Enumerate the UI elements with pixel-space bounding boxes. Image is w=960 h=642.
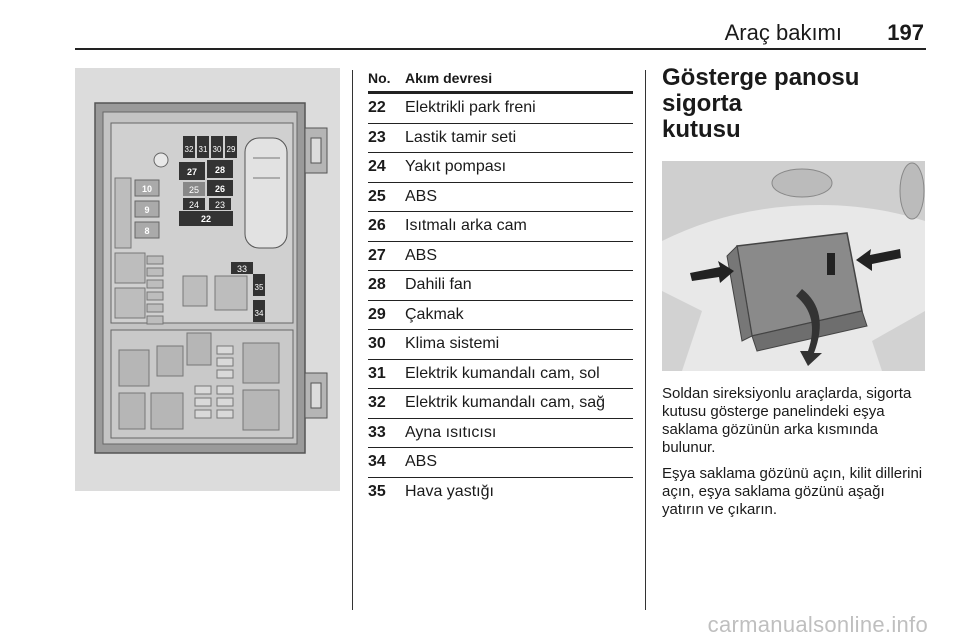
table-row <box>368 360 633 390</box>
table-row <box>368 153 633 183</box>
table-row <box>368 419 633 449</box>
fuse-label-23: 23 <box>214 200 226 210</box>
fuse-number: 32 <box>368 394 386 411</box>
fuse-label-33: 33 <box>236 264 248 274</box>
fuse-circuit: Çakmak <box>405 305 464 323</box>
fuse-label-9: 9 <box>144 205 150 215</box>
fuse-number: 33 <box>368 423 386 441</box>
fuse-number: 23 <box>368 128 386 146</box>
table-row <box>368 94 633 124</box>
col-header-no: No. <box>368 70 391 86</box>
section-title <box>662 65 927 143</box>
fuse-label-24: 24 <box>188 200 200 210</box>
page-number: 197 <box>887 20 924 45</box>
header-rule <box>75 48 926 50</box>
fuse-label-29: 29 <box>226 145 236 154</box>
fuse-number: 30 <box>368 335 386 352</box>
fuse-label-32: 32 <box>184 145 194 154</box>
running-header-title: Araç bakımı <box>724 20 842 45</box>
fuse-circuit: Lastik tamir seti <box>405 128 517 146</box>
table-row <box>368 212 633 242</box>
fuse-table <box>368 68 633 506</box>
fuse-number: 28 <box>368 276 386 293</box>
table-row <box>368 271 633 301</box>
fuse-label-34: 34 <box>254 309 264 318</box>
paragraph-location: Soldan sireksiyonlu araçlarda, sigorta kutusu gösterge panelindeki eşya saklama gözünün arka kısmında bulunur. <box>662 385 912 456</box>
fuse-number: 34 <box>368 453 386 470</box>
fuse-number: 35 <box>368 482 386 500</box>
fuse-circuit: Ayna ısıtıcısı <box>405 423 497 441</box>
fuse-label-10: 10 <box>141 184 153 194</box>
fuse-number: 22 <box>368 99 386 116</box>
fuse-circuit: Elektrik kumandalı cam, sağ <box>405 394 606 411</box>
table-header <box>368 68 633 94</box>
fuse-number: 25 <box>368 187 386 205</box>
page-header <box>0 0 960 52</box>
fuse-label-35: 35 <box>254 283 264 292</box>
fuse-circuit: Dahili fan <box>405 276 472 293</box>
fuse-label-8: 8 <box>144 226 150 236</box>
fuse-label-25: 25 <box>188 185 200 195</box>
table-row <box>368 330 633 360</box>
fuse-circuit: Klima sistemi <box>405 335 500 352</box>
fuse-circuit: Yakıt pompası <box>405 158 507 175</box>
paragraph-instructions: Eşya saklama gözünü açın, kilit dillerini açın, eşya saklama gözünü aşağı yatırın ve çıkarın. <box>662 465 923 518</box>
fuse-circuit: Elektrikli park freni <box>405 99 536 116</box>
fuse-number: 31 <box>368 364 386 382</box>
section-title-line1: Gösterge panosu sigorta <box>662 64 860 117</box>
table-row <box>368 242 633 272</box>
fuse-circuit: ABS <box>405 453 438 470</box>
fuse-box-diagram <box>75 68 340 491</box>
watermark: carmanualsonline.info <box>707 612 928 637</box>
fuse-label-28: 28 <box>214 165 226 175</box>
table-row <box>368 389 633 419</box>
fuse-label-26: 26 <box>214 184 226 194</box>
fuse-circuit: ABS <box>405 187 438 205</box>
table-row <box>368 124 633 154</box>
fuse-label-30: 30 <box>212 145 222 154</box>
table-row <box>368 301 633 331</box>
glovebox-illustration <box>662 161 925 371</box>
fuse-number: 26 <box>368 217 386 234</box>
fuse-label-31: 31 <box>198 145 208 154</box>
section-title-line2: kutusu <box>662 116 741 143</box>
column-divider-right <box>645 70 646 610</box>
fuse-circuit: Elektrik kumandalı cam, sol <box>405 364 600 382</box>
fuse-label-27: 27 <box>186 167 198 177</box>
table-row <box>368 183 633 213</box>
instrument-panel-section <box>662 65 927 519</box>
fuse-label-22: 22 <box>200 214 212 224</box>
table-row <box>368 448 633 478</box>
table-row <box>368 478 633 507</box>
fuse-number: 24 <box>368 158 386 175</box>
fuse-circuit: ABS <box>405 246 438 264</box>
col-header-circuit: Akım devresi <box>405 70 493 86</box>
fuse-number: 29 <box>368 305 386 323</box>
fuse-circuit: Isıtmalı arka cam <box>405 217 527 234</box>
fuse-number: 27 <box>368 246 386 264</box>
fuse-circuit: Hava yastığı <box>405 482 494 500</box>
column-divider-left <box>352 70 353 610</box>
